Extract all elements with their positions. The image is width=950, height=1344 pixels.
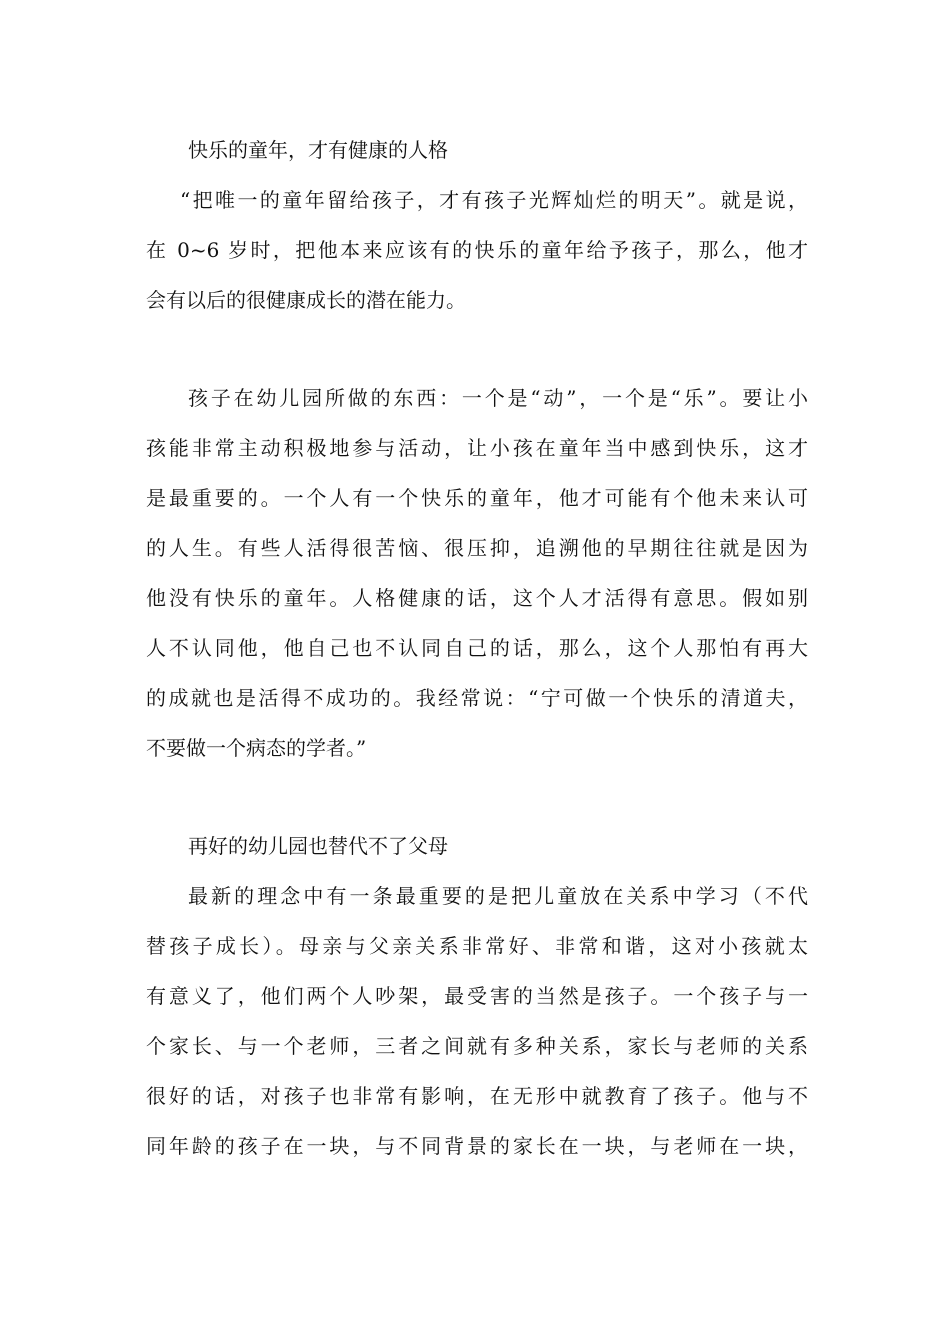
paragraph-line: 不要做一个病态的学者。” (146, 736, 367, 760)
paragraph-line: 同年龄的孩子在一块，与不同背景的家长在一块，与老师在一块， (146, 1134, 808, 1158)
section-heading: 快乐的童年，才有健康的人格 (188, 138, 448, 162)
paragraph-line: 在 0~6 岁时，把他本来应该有的快乐的童年给予孩子，那么，他才 (146, 238, 808, 262)
paragraph-line: 孩能非常主动积极地参与活动，让小孩在童年当中感到快乐，这才 (146, 436, 808, 460)
paragraph-line: 的成就也是活得不成功的。我经常说：“宁可做一个快乐的清道夫， (146, 686, 808, 710)
paragraph-line: 很好的话，对孩子也非常有影响，在无形中就教育了孩子。他与不 (146, 1084, 808, 1108)
paragraph-line: 是最重要的。一个人有一个快乐的童年，他才可能有个他未来认可 (146, 486, 808, 510)
paragraph-line: 孩子在幼儿园所做的东西：一个是“动”，一个是“乐”。要让小 (188, 386, 808, 410)
paragraph-line: 个家长、与一个老师，三者之间就有多种关系，家长与老师的关系 (146, 1034, 808, 1058)
paragraph-line: 替孩子成长）。母亲与父亲关系非常好、非常和谐，这对小孩就太 (146, 934, 808, 958)
paragraph-line: 会有以后的很健康成长的潜在能力。 (146, 288, 466, 312)
paragraph-line: 他没有快乐的童年。人格健康的话，这个人才活得有意思。假如别 (146, 586, 808, 610)
paragraph-line: “把唯一的童年留给孩子，才有孩子光辉灿烂的明天”。就是说， (180, 188, 808, 212)
paragraph-line: 的人生。有些人活得很苦恼、很压抑，追溯他的早期往往就是因为 (146, 536, 808, 560)
section-heading: 再好的幼儿园也替代不了父母 (188, 834, 448, 858)
paragraph-line: 最新的理念中有一条最重要的是把儿童放在关系中学习（不代 (188, 884, 808, 908)
paragraph-line: 有意义了，他们两个人吵架，最受害的当然是孩子。一个孩子与一 (146, 984, 808, 1008)
paragraph-line: 人不认同他，他自己也不认同自己的话，那么，这个人那怕有再大 (146, 636, 808, 660)
